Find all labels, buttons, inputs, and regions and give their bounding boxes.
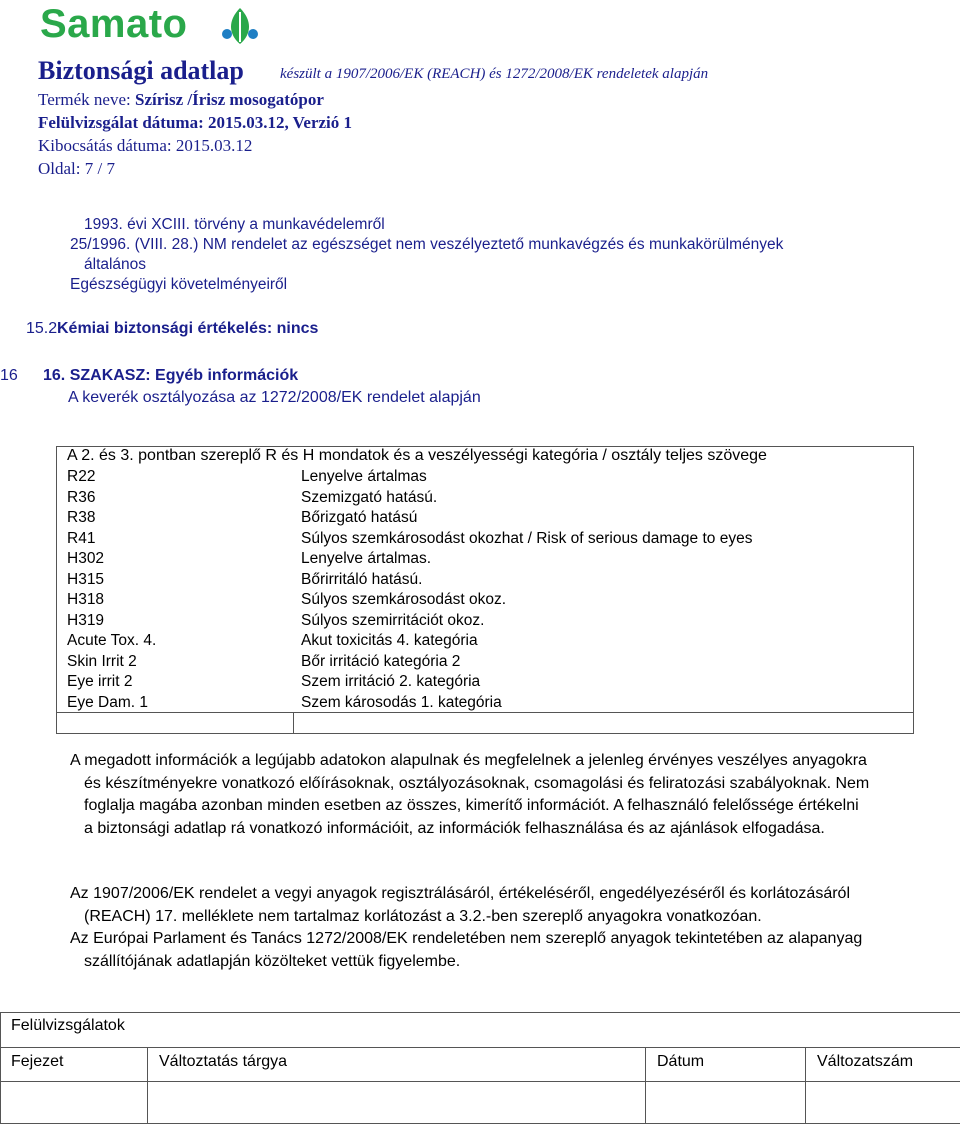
- empty-table-row: [57, 712, 913, 733]
- code-cell: Eye irrit 2: [67, 673, 133, 690]
- law-line-1: 1993. évi XCIII. törvény a munkavédelemről: [84, 216, 385, 233]
- code-cell: R38: [67, 509, 96, 526]
- document-title: Biztonsági adatlap: [38, 56, 244, 85]
- regulation-line-3: Az Európai Parlament és Tanács 1272/2008/EK rendeletében nem szereplő anyagok tekintetében az alapanyag: [70, 930, 863, 947]
- table-row: [57, 632, 913, 653]
- table-row: [57, 530, 913, 551]
- classification-table: [56, 446, 914, 734]
- column-header-subject: Változtatás tárgya: [159, 1053, 288, 1070]
- disclaimer-line-3: foglalja magába azonban minden esetben az összes, kimerítő információt. A felhasználó felelőssége értékelni: [84, 797, 859, 814]
- code-cell: Acute Tox. 4.: [67, 632, 157, 649]
- review-date: Felülvizsgálat dátuma: 2015.03.12, Verzió 1: [38, 113, 353, 132]
- text-cell: Bőrirritáló hatású.: [301, 570, 423, 588]
- classification-table-header: A 2. és 3. pontban szereplő R és H mondatok és a veszélyességi kategória / osztály teljes szövege: [67, 447, 767, 464]
- regulation-line-2: (REACH) 17. melléklete nem tartalmaz korlátozást a 3.2.-ben szereplő anyagokra vonatkozóan.: [84, 907, 762, 925]
- table-row: [57, 653, 913, 674]
- table-row: [57, 489, 913, 510]
- product-value: Szírisz /Írisz mosogatópor: [135, 90, 324, 109]
- code-cell: R22: [67, 468, 96, 485]
- document-subtitle: készült a 1907/2006/EK (REACH) és 1272/2008/EK rendeletek alapján: [280, 66, 709, 82]
- table-divider: [1, 1081, 960, 1082]
- product-label: Termék neve:: [38, 90, 131, 109]
- text-cell: Lenyelve ártalmas: [301, 468, 427, 485]
- text-cell: Szem irritáció 2. kategória: [301, 673, 481, 690]
- text-cell: Lenyelve ártalmas.: [301, 550, 432, 567]
- text-cell: Bőrizgató hatású: [301, 509, 418, 526]
- regulation-line-4: szállítójának adatlapján közölteket vettük figyelembe.: [84, 952, 461, 970]
- column-divider: [147, 1047, 148, 1123]
- regulation-line-1: Az 1907/2006/EK rendelet a vegyi anyagok regisztrálásáról, értékeléséről, engedélyezéséről és korlátozásáról: [70, 885, 851, 902]
- text-cell: Akut toxicitás 4. kategória: [301, 632, 478, 649]
- table-row: [57, 591, 913, 612]
- table-row: [57, 673, 913, 694]
- logo-wordmark: Samato: [40, 2, 188, 46]
- disclaimer-line-1: A megadott információk a legújabb adatokon alapulnak és megfelelnek a jelenleg érvényes veszélyes anyagokra: [70, 752, 867, 769]
- section-16-number: 16: [0, 367, 18, 384]
- table-row: [57, 550, 913, 571]
- product-name-line: [38, 90, 324, 110]
- table-row: [57, 509, 913, 530]
- code-cell: H318: [67, 591, 105, 608]
- cell-divider: [293, 713, 294, 733]
- code-cell: Eye Dam. 1: [67, 693, 148, 711]
- column-divider: [645, 1047, 646, 1123]
- section-16-title: 16. SZAKASZ: Egyéb információk: [43, 367, 299, 384]
- code-cell: R41: [67, 529, 96, 547]
- section-15-2-title: Kémiai biztonsági értékelés: nincs: [57, 320, 319, 337]
- column-header-version: Változatszám: [817, 1053, 914, 1070]
- table-row: [57, 694, 913, 715]
- column-header-date: Dátum: [657, 1053, 705, 1070]
- section-15-2-number: 15.2: [26, 320, 58, 337]
- law-line-2: 25/1996. (VIII. 28.) NM rendelet az egészséget nem veszélyeztető munkavégzés és munkakörülmények: [70, 236, 784, 253]
- code-cell: H315: [67, 570, 105, 588]
- disclaimer-paragraph: [70, 750, 960, 840]
- revisions-table: [0, 1012, 960, 1124]
- leaf-drops-icon: [218, 4, 262, 48]
- column-divider: [805, 1047, 806, 1123]
- disclaimer-line-2: és készítményekre vonatkozó előírásoknak, osztályozásoknak, csomagolási és feliratozási szabályoknak. Nem: [84, 774, 870, 792]
- table-row: [57, 571, 913, 592]
- code-cell: R36: [67, 488, 96, 506]
- disclaimer-line-4: a biztonsági adatlap rá vonatkozó információit, az információk felhasználása és az ajánlások elfogadása.: [84, 819, 825, 837]
- code-cell: H302: [67, 550, 105, 567]
- code-cell: Skin Irrit 2: [67, 652, 137, 670]
- regulation-paragraph: [70, 883, 960, 973]
- table-row: [57, 612, 913, 633]
- law-line-4: Egészségügyi követelményeiről: [70, 276, 288, 293]
- text-cell: Bőr irritáció kategória 2: [301, 652, 461, 670]
- text-cell: Szemizgató hatású.: [301, 488, 438, 506]
- table-row: [57, 468, 913, 489]
- law-line-3: általános: [84, 256, 147, 273]
- text-cell: Súlyos szemkárosodást okozhat / Risk of serious damage to eyes: [301, 529, 753, 547]
- issue-date: Kibocsátás dátuma: 2015.03.12: [38, 136, 253, 155]
- code-cell: H319: [67, 611, 105, 629]
- text-cell: Szem károsodás 1. kategória: [301, 693, 502, 711]
- page-number: Oldal: 7 / 7: [38, 159, 115, 178]
- text-cell: Súlyos szemirritációt okoz.: [301, 611, 485, 629]
- table-divider: [1, 1047, 960, 1048]
- section-16-subtitle: A keverék osztályozása az 1272/2008/EK rendelet alapján: [68, 389, 481, 406]
- text-cell: Súlyos szemkárosodást okoz.: [301, 591, 507, 608]
- revisions-title: Felülvizsgálatok: [11, 1017, 125, 1034]
- column-header-chapter: Fejezet: [11, 1053, 64, 1070]
